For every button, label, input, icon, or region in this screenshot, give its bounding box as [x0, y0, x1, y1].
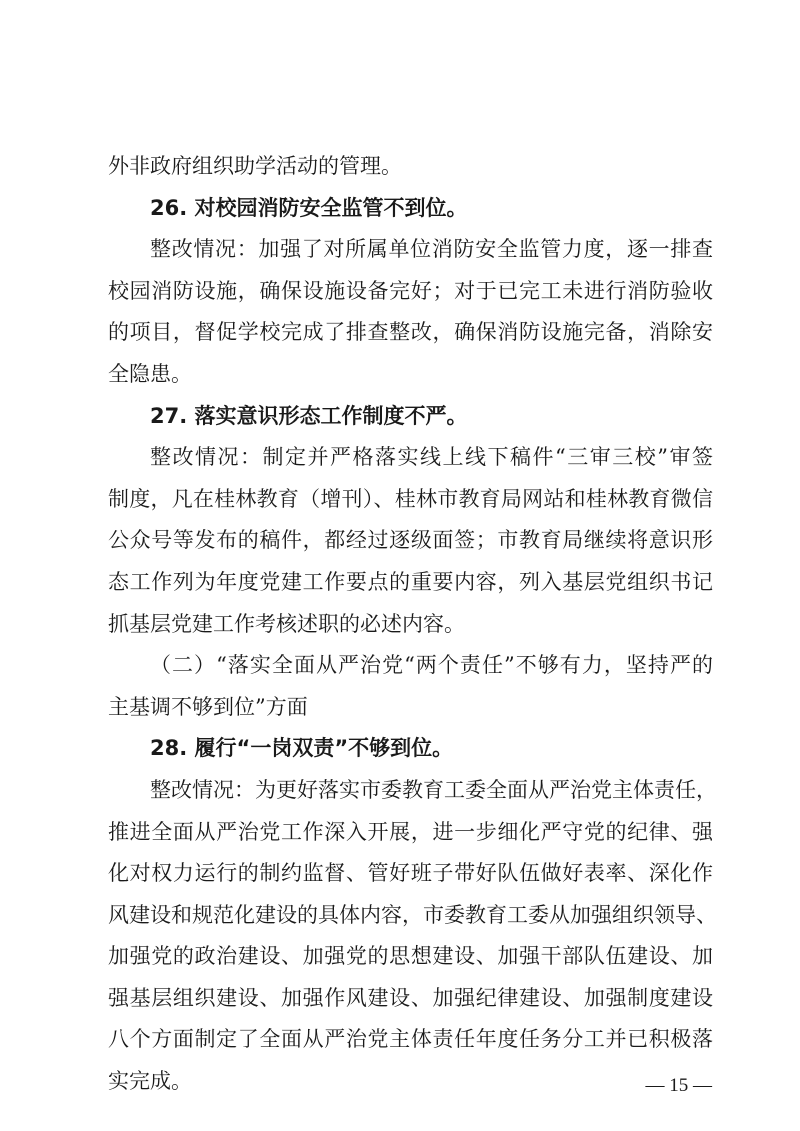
paragraph-line: 外非政府组织助学活动的管理。	[108, 154, 402, 178]
section-heading-27: 27. 落实意识形态工作制度不严。	[150, 403, 468, 428]
subsection-heading: （二）“落实全面从严治党“两个责任”不够有力，坚持严的	[150, 653, 713, 678]
paragraph-line: 风建设和规范化建设的具体内容，市委教育工委从加强组织领导、	[108, 902, 717, 927]
paragraph-line: 实完成。	[108, 1069, 192, 1094]
paragraph-line: 全隐患。	[108, 361, 192, 386]
paragraph-line: 制度，凡在桂林教育（增刊）、桂林市教育局网站和桂林教育微信	[108, 486, 713, 511]
paragraph-line: 的项目，督促学校完成了排查整改，确保消防设施完备，消除安	[108, 320, 713, 345]
paragraph-line: 加强党的政治建设、加强党的思想建设、加强干部队伍建设、加	[108, 944, 713, 969]
paragraph-line: 整改情况：制定并严格落实线上线下稿件“三审三校”审签	[150, 445, 713, 470]
paragraph-line: 八个方面制定了全面从严治党主体责任年度任务分工并已积极落	[108, 1027, 713, 1052]
page-number: — 15 —	[645, 1075, 712, 1096]
section-heading-26: 26. 对校园消防安全监管不到位。	[150, 195, 468, 220]
paragraph-line: 态工作列为年度党建工作要点的重要内容，列入基层党组织书记	[108, 569, 713, 594]
paragraph-line: 校园消防设施，确保设施设备完好；对于已完工未进行消防验收	[108, 278, 713, 303]
document-body	[108, 146, 717, 1103]
paragraph-line: 整改情况：加强了对所属单位消防安全监管力度，逐一排查	[150, 237, 713, 262]
subsection-heading-cont: 主基调不够到位”方面	[108, 694, 308, 719]
paragraph-line: 抓基层党建工作考核述职的必述内容。	[108, 611, 465, 636]
paragraph-line: 公众号等发布的稿件，都经过逐级面签；市教育局继续将意识形	[108, 528, 713, 553]
section-heading-28: 28. 履行“一岗双责”不够到位。	[150, 736, 454, 761]
paragraph-line: 推进全面从严治党工作深入开展，进一步细化严守党的纪律、强	[108, 819, 713, 844]
paragraph-line: 强基层组织建设、加强作风建设、加强纪律建设、加强制度建设	[108, 985, 713, 1010]
paragraph-line: 整改情况：为更好落实市委教育工委全面从严治党主体责任，	[150, 777, 717, 802]
paragraph-line: 化对权力运行的制约监督、管好班子带好队伍做好表率、深化作	[108, 861, 713, 886]
